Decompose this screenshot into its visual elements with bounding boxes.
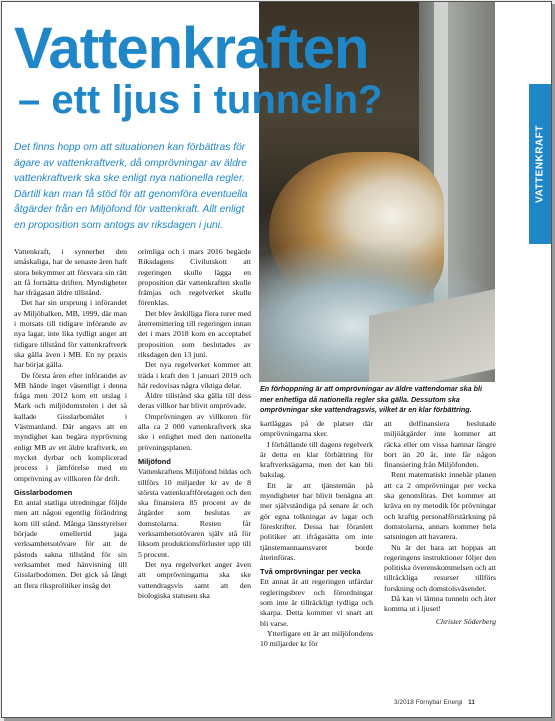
footer-magazine: Förnybar Energi [415, 699, 463, 706]
magazine-page [1, 1, 552, 718]
paragraph: kartläggas på de platser där omprövningarna sker. [260, 419, 373, 439]
page-number: 11 [468, 699, 475, 706]
paragraph: Rent matematiskt innebär planen att ca 2 omprövningar per vecka ska genomföras. Det kommer att kräva en ny metodik för prövningar och kraftig personalförstärkning på domstolarna, annars kommer hela satsningen att havarera. [384, 470, 496, 542]
subheading-gisslarbodomen: Gisslarbodomen [14, 487, 73, 497]
paragraph: Det blev åtskilliga flera turer med återremittering till regeringen innan det i mars 2018 kom en acceptabel proposition som beslutades av riksdagen den 13 juni. [138, 308, 251, 359]
paragraph: Äldre tillstånd ska gälla till dess deras villkor har blivit omprövade. [138, 391, 251, 411]
paragraph: Då kan vi lämna tunneln och åter komma ut i ljuset! [384, 594, 496, 614]
section-tab [529, 84, 551, 244]
text-column-2 [138, 247, 251, 702]
title-line-1: Vattenkraften [14, 16, 369, 81]
paragraph: Vattenkraftens Miljöfond bildas och tillförs 10 miljarder kr av de 8 största vattenkraftföretagen och den ska finansiera 85 procent av de åtgärder som beslutas av domstolarna. Resten får verksamhetsutövaren själv stå för liksom produktionsförluster upp till 5 procent. [138, 467, 251, 559]
paragraph: De första åren efter införandet av MB hände inget väsentligt i denna fråga men 2012 kom ett utslag i Mark och miljödomstolen i det så kallade Gisslarbomålet i Västmanland. Där angavs att en myndighet kan begära nyprövning enligt MB av ett äldre kraftverk, en mycket dyrbar och komplicerad process i jämförelse med en omprövning av villkoren för drift. [14, 370, 127, 483]
article-lead: Det finns hopp om att situationen kan förbättras för ägare av vattenkraftverk, då omprövningar av äldre vattenkraftverk ska ske enligt nya nationella regler. Därtill kan man få stöd för att genomföra eventuella åtgärder från en Miljöfond för vattenkraft. Allt enligt en proposition som antogs av riksdagen i juni. [14, 142, 248, 231]
section-tab-label: VATTENKRAFT [534, 125, 546, 203]
paragraph: Ett annat är att regeringen utfärdar regleringsbrev och förordningar som inte är tillräckligt tydliga och skarpa. Detta kommer vi snart att bli varse. [260, 577, 373, 628]
paragraph: orimliga och i mars 2016 begärde Riksdagens Civilutskott att regeringen skulle lägga en proposition där vattenkraften skulle främjas och regelverket skulle förenklas. [138, 247, 251, 308]
paragraph: Det har sin ursprung i införandet av Miljöbalken, MB, 1999, där man i motsats till tidigare införande av nya lagar, inte lika tydligt anger att tidigare tillstånd för vattenkraftverk ska gälla även i MB. En ny praxis har börjat gälla. [14, 298, 127, 370]
footer-issue: 3/2018 [394, 699, 414, 706]
photo-caption: En förhoppning är att omprövningar av äldre vattendomar ska bli mer enhetliga då nationella regler ska gälla. Dessutom ska omprövningar ske vattendragsvis, vilket är en klar förbättring. [260, 384, 483, 414]
paragraph: Vattenkraft, i synnerhet den småskaliga, har de senaste åren haft stora bekymmer att försvara sin rätt att få fortsätta driften. Myndigheter har ifrågasatt äldre tillstånd. [14, 247, 127, 298]
article-title [14, 16, 383, 122]
paragraph: Omprövningen av villkoren för alla ca 2 000 vattenkraftverk ska ske i enlighet med den nationella prövningsplanen. [138, 411, 251, 452]
paragraph: Det nya regelverket kommer att träda i kraft den 1 januari 2019 och här redovisas några viktiga delar. [138, 360, 251, 390]
page-footer [394, 699, 475, 706]
subheading-omprovningar: Två omprövningar per vecka [260, 567, 361, 577]
paragraph: Ett är att tjänstemän på myndigheter har blivit benägna att mer självständiga på senare år och gör egna tolkningar av lagar och föreskrifter. Dessa har föranlett politiker att ifrågasätta om inte tjänstemannaansvaret borde återinföras. [260, 480, 373, 562]
subheading-miljofond: Miljöfond [138, 456, 171, 466]
text-column-4 [384, 419, 496, 684]
paragraph: att delfinansiera beslutade miljöåtgärder inte kommer att räcka eller om vissa hamnar längre bort än 20 år, inte får någon finansiering från Miljöfonden. [384, 419, 496, 470]
paragraph: I förhållande till dagens regelverk är detta en klar förbättring för kraftverksägarna, men det kan bli bakslag. [260, 439, 373, 480]
paragraph: Nu är det bara att hoppas att regeringens instruktioner följer den politiska överenskommelsen och att tillräckliga resurser tillförs forskning och domstolsväsendet. [384, 542, 496, 593]
text-column-1 [14, 247, 127, 702]
paragraph: Ytterligare ett är att miljöfondens 10 miljarder kr för [260, 628, 373, 649]
title-line-2: – ett ljus i tunneln? [18, 78, 383, 122]
author-signature: Christer Söderberg [435, 616, 496, 626]
paragraph: Ett antal statliga utredningar följde men att någon egentlig förändring kom till stånd. Många länsstyrelser började emellertid jaga verksamhetsutövare för att de påstods sakna tillstånd för sin verksamhet med hänvisning till Gisslarbodomen. Det gick så långt att flera riksprolitiker insåg det [14, 498, 127, 590]
paragraph: Det nya regelverket anger även att omprövningarna ska ske vattendragsvis samt att den biologiska statusen ska [138, 559, 251, 600]
text-column-3 [260, 419, 373, 702]
